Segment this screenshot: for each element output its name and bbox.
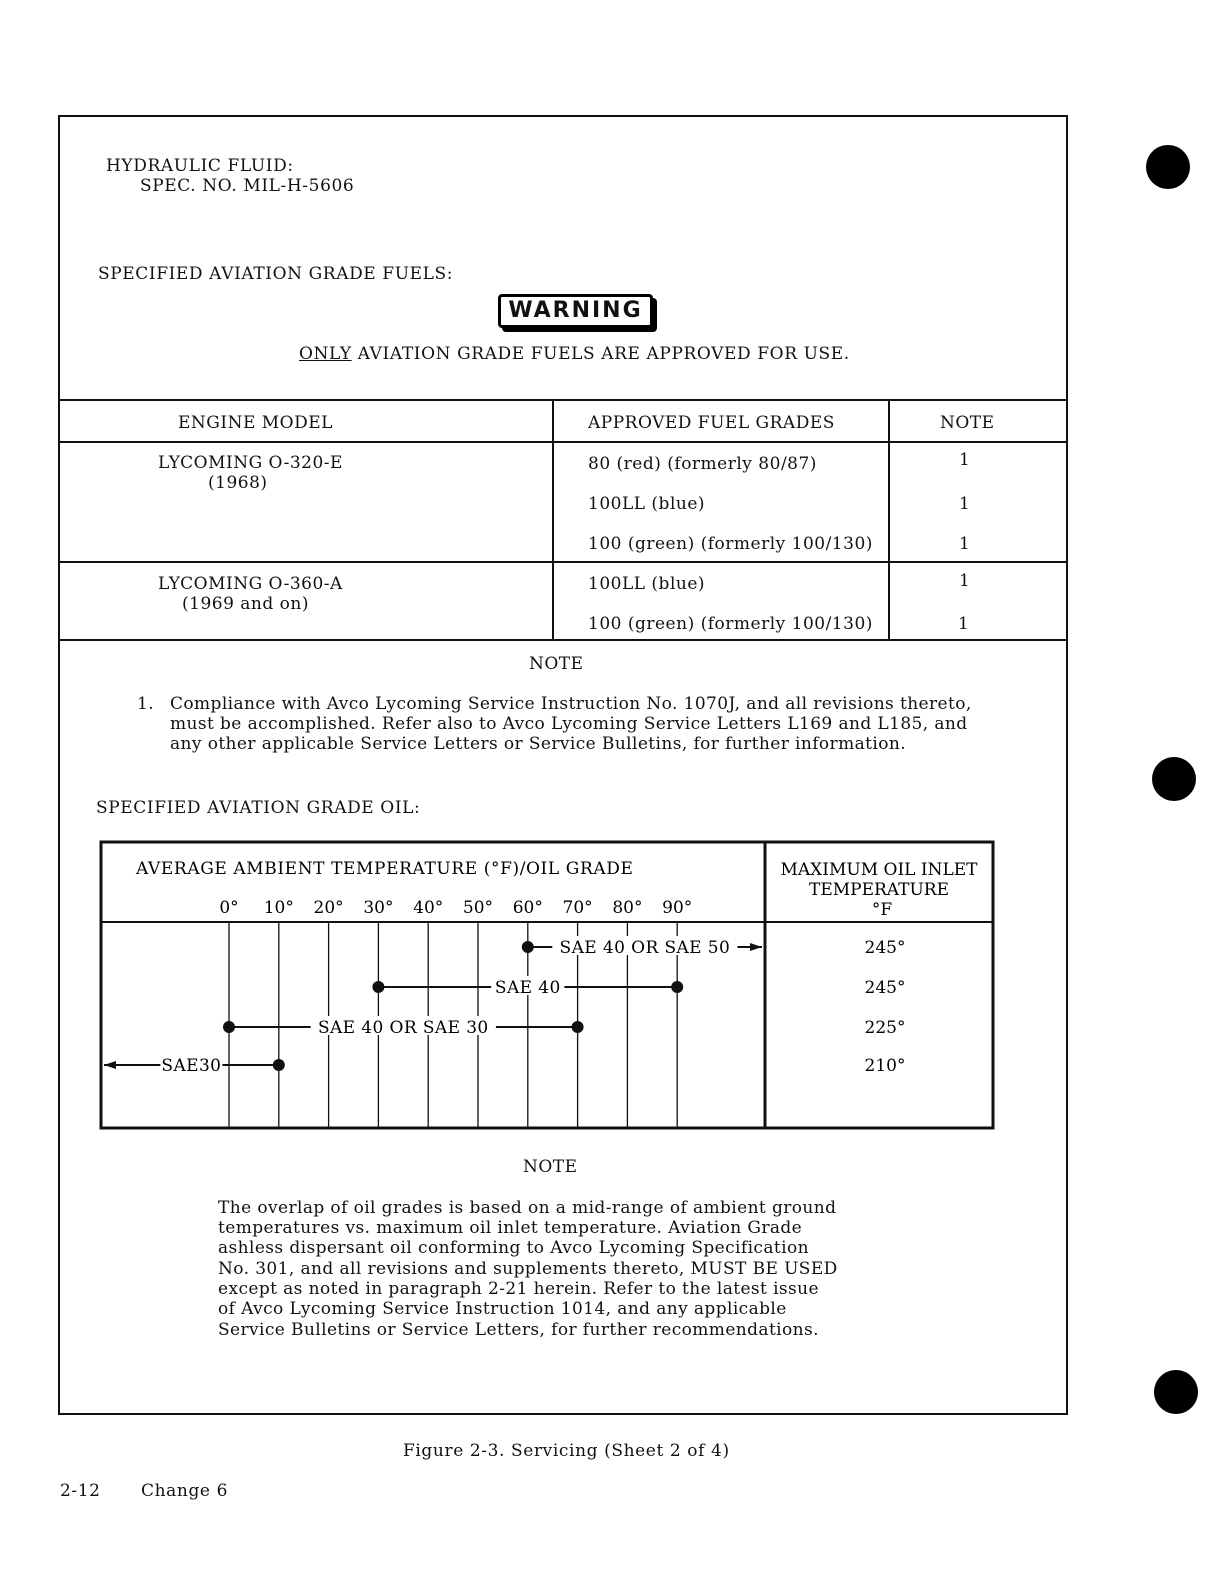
fuels-heading: SPECIFIED AVIATION GRADE FUELS:: [98, 264, 454, 284]
fuel-note-line: must be accomplished. Refer also to Avco Lycoming Service Letters L169 and L185, and: [170, 714, 968, 734]
header-note: NOTE: [940, 413, 995, 433]
range-endpoint-dot: [223, 1021, 235, 1033]
temp-header-line: MAXIMUM OIL INLET: [780, 860, 978, 880]
fuel-grade: 100LL (blue): [588, 574, 706, 594]
oil-grade-label: SAE 40: [494, 978, 561, 998]
range-endpoint-dot: [572, 1021, 584, 1033]
warning-text-only: ONLY: [299, 344, 352, 364]
oil-grade-label: SAE 40 OR SAE 50: [559, 938, 731, 958]
oil-grade-label: SAE 40 OR SAE 30: [317, 1018, 489, 1038]
max-inlet-temp: 245°: [864, 938, 906, 958]
oil-note-title: NOTE: [523, 1157, 578, 1177]
temp-header-line: TEMPERATURE: [808, 880, 950, 900]
temp-tick-label: 20°: [313, 898, 344, 918]
fuel-note-ref: 1: [959, 494, 971, 514]
figure-caption: Figure 2-3. Servicing (Sheet 2 of 4): [403, 1441, 730, 1461]
range-endpoint-dot: [522, 941, 534, 953]
oil-chart-header: AVERAGE AMBIENT TEMPERATURE (°F)/OIL GRADE: [136, 859, 634, 879]
temp-tick-label: 80°: [612, 898, 643, 918]
hydraulic-spec: SPEC. NO. MIL-H-5606: [140, 176, 355, 196]
oil-note-line: temperatures vs. maximum oil inlet temperature. Aviation Grade: [218, 1218, 803, 1238]
oil-note-line: except as noted in paragraph 2-21 herein. Refer to the latest issue: [218, 1279, 819, 1299]
max-inlet-temp: 210°: [864, 1056, 906, 1076]
range-endpoint-dot: [273, 1059, 285, 1071]
temp-tick-label: 50°: [462, 898, 494, 918]
arrow-right-icon: [750, 943, 762, 951]
oil-note-line: ashless dispersant oil conforming to Avco Lycoming Specification: [218, 1238, 809, 1258]
fuel-note-ref: 1: [959, 534, 971, 554]
header-engine-model: ENGINE MODEL: [178, 413, 333, 433]
engine-years: (1969 and on): [182, 594, 309, 614]
temp-tick-label: 90°: [662, 898, 693, 918]
fuel-note-ref: 1: [959, 450, 971, 470]
oil-note-line: No. 301, and all revisions and supplements thereto, MUST BE USED: [218, 1259, 838, 1279]
change-number: Change 6: [141, 1481, 229, 1501]
temp-tick-label: 0°: [219, 898, 239, 918]
fuel-grade: 100 (green) (formerly 100/130): [588, 534, 873, 554]
warning-badge: WARNING: [498, 294, 653, 328]
fuel-note-number: 1.: [137, 694, 155, 714]
temp-tick-label: 60°: [512, 898, 543, 918]
temp-header-line: °F: [871, 900, 893, 920]
range-endpoint-dot: [372, 981, 384, 993]
fuel-note-line: Compliance with Avco Lycoming Service Instruction No. 1070J, and all revisions thereto,: [170, 694, 972, 714]
fuel-grade: 80 (red) (formerly 80/87): [588, 454, 817, 474]
max-inlet-temp: 245°: [864, 978, 906, 998]
fuel-note-ref: 1: [958, 614, 970, 634]
oil-note-line: Service Bulletins or Service Letters, for further recommendations.: [218, 1320, 819, 1340]
warning-text-rest: AVIATION GRADE FUELS ARE APPROVED FOR USE.: [351, 344, 850, 364]
hydraulic-title: HYDRAULIC FLUID:: [106, 156, 294, 176]
fuel-note-ref: 1: [959, 571, 971, 591]
engine-model: LYCOMING O-320-E: [158, 453, 343, 473]
fuel-grade: 100LL (blue): [588, 494, 706, 514]
fuel-note-title: NOTE: [529, 654, 584, 674]
oil-note-line: of Avco Lycoming Service Instruction 1014, and any applicable: [218, 1299, 787, 1319]
header-approved-fuel-grades: APPROVED FUEL GRADES: [588, 413, 835, 433]
oil-grade-label: SAE30: [161, 1056, 222, 1076]
arrow-left-icon: [104, 1061, 116, 1069]
max-inlet-temp: 225°: [864, 1018, 906, 1038]
page-number: 2-12: [60, 1481, 101, 1501]
temp-tick-label: 40°: [413, 898, 444, 918]
engine-model: LYCOMING O-360-A: [158, 574, 343, 594]
range-endpoint-dot: [671, 981, 683, 993]
oil-note-line: The overlap of oil grades is based on a mid-range of ambient ground: [218, 1198, 837, 1218]
fuel-note-line: any other applicable Service Letters or Service Bulletins, for further information.: [170, 734, 906, 754]
engine-years: (1968): [208, 473, 268, 493]
temp-tick-label: 70°: [562, 898, 593, 918]
temp-tick-label: 30°: [363, 898, 394, 918]
fuel-grade: 100 (green) (formerly 100/130): [588, 614, 873, 634]
oil-heading: SPECIFIED AVIATION GRADE OIL:: [96, 798, 421, 818]
temp-tick-label: 10°: [263, 898, 294, 918]
